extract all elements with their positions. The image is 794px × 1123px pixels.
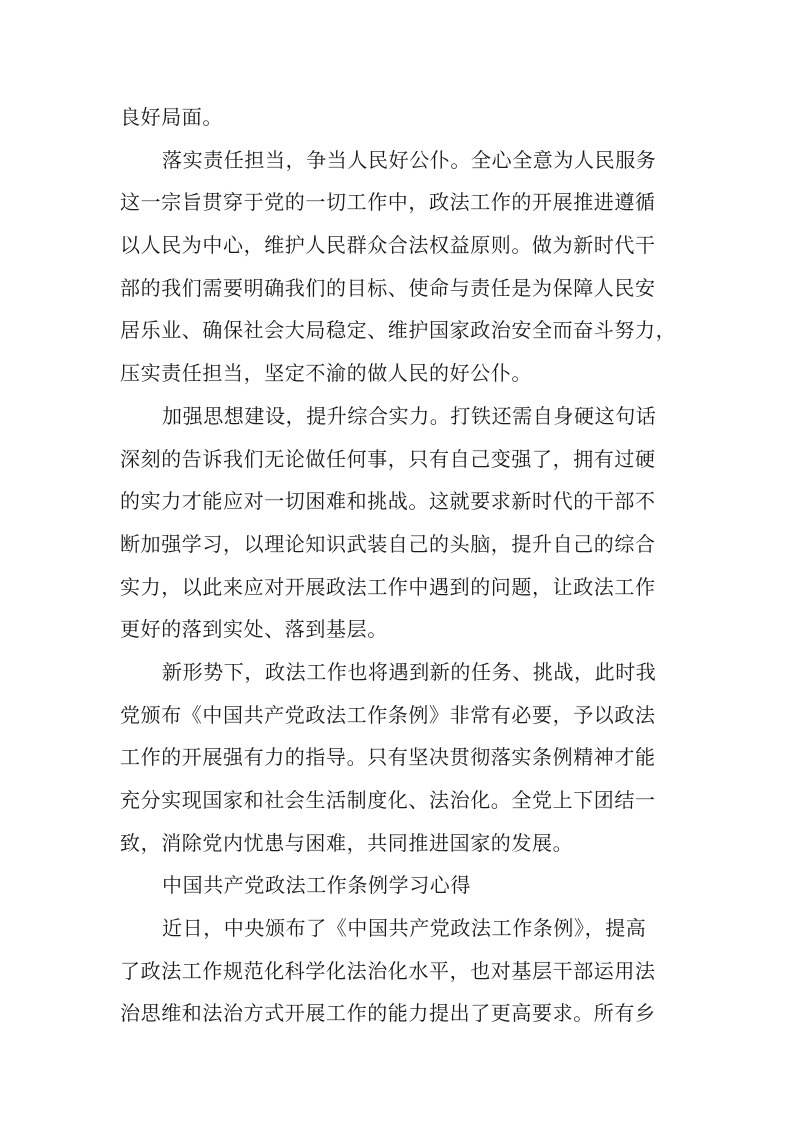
section-heading: 中国共产党政法工作条例学习心得 [162, 873, 471, 898]
text-line: 的实力才能应对一切困难和挑战。这就要求新时代的干部不 [120, 489, 656, 514]
text-line: 工作的开展强有力的指导。只有坚决贯彻落实条例精神才能 [120, 745, 656, 770]
text-line: 近日，中央颁布了《中国共产党政法工作条例》，提高 [162, 916, 647, 941]
text-line: 断加强学习，以理论知识武装自己的头脑，提升自己的综合 [120, 531, 656, 556]
text-line: 以人民为中心，维护人民群众合法权益原则。做为新时代干 [120, 233, 656, 258]
text-line: 党颁布《中国共产党政法工作条例》非常有必要，予以政法 [120, 702, 656, 727]
text-line: 良好局面。 [120, 105, 223, 129]
text-line: 实力，以此来应对开展政法工作中遇到的问题，让政法工作 [120, 574, 656, 599]
text-line: 了政法工作规范化科学化法治化水平，也对基层干部运用法 [120, 958, 656, 983]
text-line: 更好的落到实处、落到基层。 [120, 617, 388, 642]
text-line: 新形势下，政法工作也将遇到新的任务、挑战，此时我 [162, 659, 657, 684]
text-line: 深刻的告诉我们无论做任何事，只有自己变强了，拥有过硬 [120, 446, 656, 471]
text-line: 充分实现国家和社会生活制度化、法治化。全党上下团结一 [120, 788, 656, 812]
text-line: 部的我们需要明确我们的目标、使命与责任是为保障人民安 [120, 275, 656, 300]
text-line: 这一宗旨贯穿于党的一切工作中，政法工作的开展推进遵循 [120, 190, 656, 215]
text-line: 落实责任担当，争当人民好公仆。全心全意为人民服务 [162, 147, 657, 172]
text-line: 压实责任担当，坚定不渝的做人民的好公仆。 [120, 361, 532, 386]
document-body [120, 96, 680, 1035]
text-line: 加强思想建设，提升综合实力。打铁还需自身硬这句话 [162, 403, 657, 428]
text-line: 治思维和法治方式开展工作的能力提出了更高要求。所有乡 [120, 1001, 656, 1026]
text-line: 致，消除党内忧患与困难，共同推进国家的发展。 [120, 830, 574, 855]
text-line: 居乐业、确保社会大局稳定、维护国家政治安全而奋斗努力， [120, 318, 677, 343]
